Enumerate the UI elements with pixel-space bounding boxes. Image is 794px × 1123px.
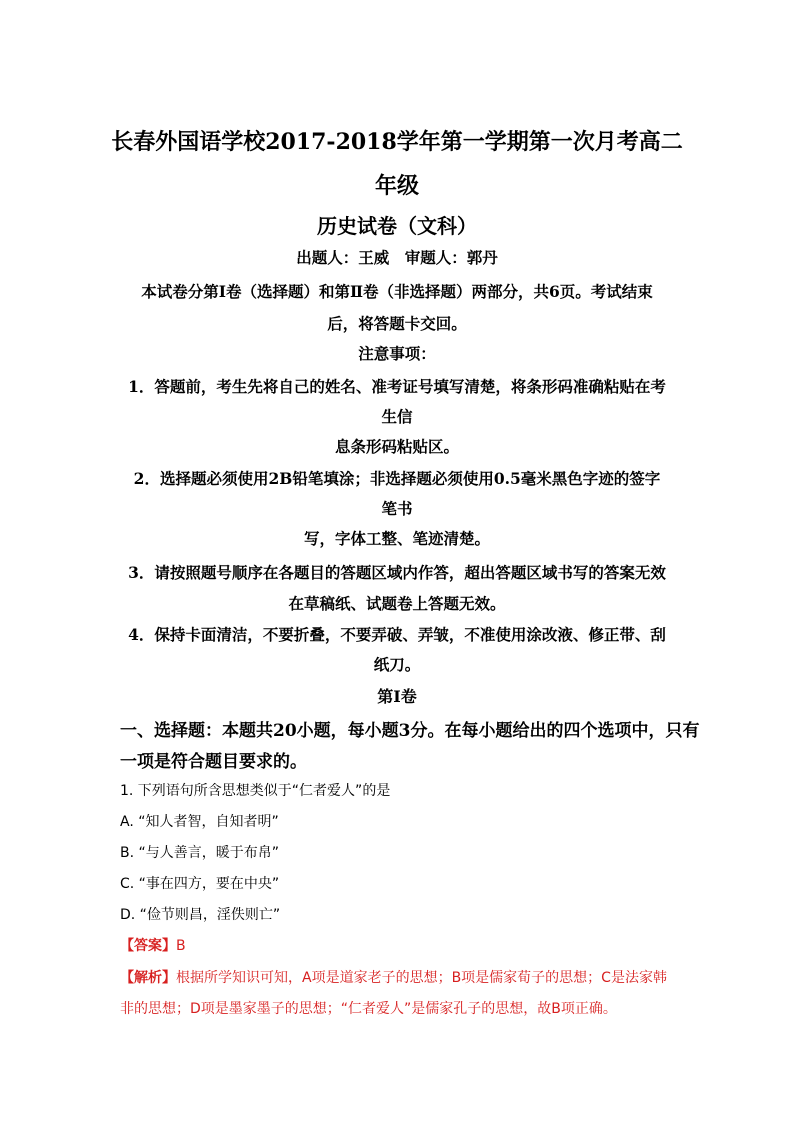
notice-item-1-line2: 生信 bbox=[381, 407, 413, 426]
section-instruction-line2: 一项是符合题目要求的。 bbox=[120, 752, 307, 772]
intro-line2: 后，将答题卡交回。 bbox=[327, 314, 467, 333]
question-1-option-a: A. “知人者智，自知者明” bbox=[120, 814, 279, 830]
analysis-tag: 【解析】 bbox=[120, 970, 176, 986]
notice-item-2-line2: 笔书 bbox=[381, 499, 413, 518]
analysis-text-line1: 根据所学知识可知，A项是道家老子的思想；B项是儒家荀子的思想；C是法家韩 bbox=[176, 970, 667, 986]
answer-value: B bbox=[176, 938, 186, 954]
exam-title-line1: 长春外国语学校2017-2018学年第一学期第一次月考高二 bbox=[111, 129, 683, 155]
question-1-option-c: C. “事在四方，要在中央” bbox=[120, 876, 280, 892]
answer-line bbox=[120, 935, 680, 955]
notice-item-3-line1: 3．请按照题号顺序在各题目的答题区域内作答，超出答题区域书写的答案无效 bbox=[128, 563, 666, 582]
intro-line1: 本试卷分第Ⅰ卷（选择题）和第Ⅱ卷（非选择题）两部分，共6页。考试结束 bbox=[141, 282, 653, 301]
section-heading: 第Ⅰ卷 bbox=[377, 687, 417, 706]
exam-title-line2: 年级 bbox=[374, 173, 419, 199]
notice-item-1-line1: 1．答题前，考生先将自己的姓名、准考证号填写清楚，将条形码准确粘贴在考 bbox=[128, 377, 666, 396]
notice-item-4-line2: 纸刀。 bbox=[373, 655, 421, 674]
notice-item-4-line1: 4．保持卡面清洁，不要折叠，不要弄破、弄皱，不准使用涂改液、修正带、刮 bbox=[128, 625, 666, 644]
notice-item-2-line1: 2．选择题必须使用2B铅笔填涂；非选择题必须使用0.5毫米黑色字迹的签字 bbox=[133, 469, 661, 488]
analysis-line1 bbox=[120, 967, 680, 987]
question-1-option-b: B. “与人善言，暖于布帛” bbox=[120, 845, 280, 861]
section-instruction-line1: 一、选择题：本题共20小题，每小题3分。在每小题给出的四个选项中，只有 bbox=[120, 721, 700, 741]
notice-item-1-line3: 息条形码粘贴区。 bbox=[334, 437, 459, 456]
answer-tag: 【答案】 bbox=[120, 938, 176, 954]
exam-subtitle: 历史试卷（文科） bbox=[317, 214, 477, 238]
notice-item-3-line2: 在草稿纸、试题卷上答题无效。 bbox=[288, 594, 506, 613]
notice-heading: 注意事项： bbox=[358, 344, 436, 363]
notice-item-2-line3: 写，字体工整、笔迹清楚。 bbox=[303, 529, 490, 548]
analysis-text-line2: 非的思想；D项是墨家墨子的思想；“仁者爱人”是儒家孔子的思想，故B项正确。 bbox=[120, 1001, 617, 1017]
question-1-option-d: D. “俭节则昌，淫佚则亡” bbox=[120, 907, 281, 923]
question-1-stem: 1. 下列语句所含思想类似于“仁者爱人”的是 bbox=[120, 783, 391, 799]
exam-authors: 出题人：王威 审题人：郭丹 bbox=[296, 248, 498, 267]
